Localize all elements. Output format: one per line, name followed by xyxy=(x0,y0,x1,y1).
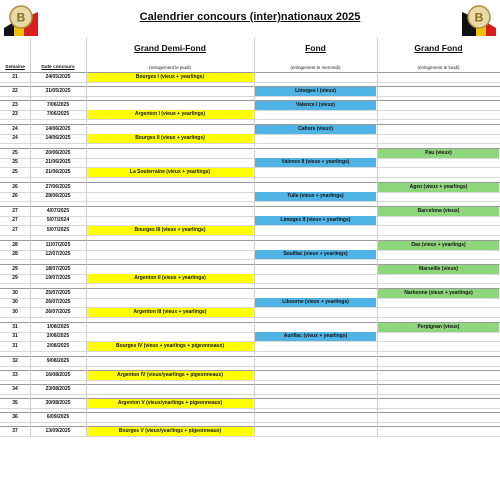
week-cell: 37 xyxy=(12,428,18,434)
table-row xyxy=(0,384,500,395)
date-cell: 14/06/2025 xyxy=(45,126,71,132)
header-semaine: Semaine xyxy=(5,65,25,70)
week-cell: 28 xyxy=(12,242,18,248)
date-cell: 26/07/2025 xyxy=(45,299,71,305)
table-row xyxy=(0,356,500,367)
table-row xyxy=(0,342,500,352)
race-cell-fond: Valence II (vieux + yearlings) xyxy=(255,158,376,167)
table-row xyxy=(0,158,500,168)
date-cell: 18/07/2025 xyxy=(45,266,71,272)
week-cell: 28 xyxy=(12,251,18,257)
date-cell: 2/08/2025 xyxy=(46,343,70,349)
race-cell-gdf: Bourges V (vieux/yearlings + pigeonneaux) xyxy=(87,427,253,436)
race-cell-gdf: Bourges III (vieux + yearlings) xyxy=(87,226,253,235)
race-cell-gf: Marseille (vieux) xyxy=(378,265,499,274)
header-grand-demi-fond: Grand Demi-Fond xyxy=(134,43,206,53)
table-row xyxy=(0,216,500,226)
race-cell-gf: Agen (vieux + yearlings) xyxy=(378,183,499,192)
table-row xyxy=(0,370,500,381)
column-divider xyxy=(254,38,255,436)
table-row xyxy=(0,426,500,437)
date-cell: 31/05/2025 xyxy=(45,88,71,94)
table-row xyxy=(0,168,500,178)
week-cell: 21 xyxy=(12,74,18,80)
date-cell: 16/08/2025 xyxy=(45,372,71,378)
week-cell: 23 xyxy=(12,102,18,108)
week-cell: 25 xyxy=(12,150,18,156)
week-cell: 23 xyxy=(12,111,18,117)
date-cell: 9/08/2025 xyxy=(46,358,70,364)
subheader-grand-demi-fond: (enlogement le jeudi) xyxy=(148,65,192,70)
week-cell: 35 xyxy=(12,400,18,406)
week-cell: 22 xyxy=(12,88,18,94)
date-cell: 28/06/2025 xyxy=(45,193,71,199)
svg-text:B: B xyxy=(474,10,484,25)
week-cell: 25 xyxy=(12,169,18,175)
table-row xyxy=(0,226,500,236)
race-cell-gdf: Bourges II (vieux + yearlings) xyxy=(87,134,253,143)
race-cell-fond: Limoges I (vieux) xyxy=(255,87,376,96)
race-cell-fond: Valence I (vieux) xyxy=(255,101,376,110)
week-cell: 30 xyxy=(12,290,18,296)
week-cell: 30 xyxy=(12,309,18,315)
header-fond: Fond xyxy=(305,43,326,53)
date-cell: 7/06/2025 xyxy=(46,102,70,108)
table-row xyxy=(0,250,500,260)
race-cell-fond: Aurillac (vieux + yearlings) xyxy=(255,332,376,341)
race-cell-gf: Pau (vieux) xyxy=(378,149,499,158)
date-cell: 11/07/2025 xyxy=(45,242,71,248)
race-cell-gdf: Argenton IV (vieux/yearlings + pigeonneaux) xyxy=(87,371,253,380)
table-row xyxy=(0,308,500,318)
table-row xyxy=(0,274,500,284)
race-cell-fond: Libourne (vieux + yearlings) xyxy=(255,298,376,307)
date-cell: 7/06/2025 xyxy=(46,111,70,117)
date-cell: 25/07/2025 xyxy=(45,290,71,296)
date-cell: 5/07/2025 xyxy=(46,227,70,233)
week-cell: 27 xyxy=(12,227,18,233)
date-cell: 6/09/2025 xyxy=(46,414,70,420)
race-cell-gf: Narbonne (vieux + yearlings) xyxy=(378,289,499,298)
date-cell: 19/07/2025 xyxy=(45,275,71,281)
table-row xyxy=(0,192,500,202)
race-cell-fond: Cahors (vieux) xyxy=(255,125,376,134)
race-cell-gdf: Bourges I (vieux + yearlings) xyxy=(87,73,253,82)
week-cell: 34 xyxy=(12,386,18,392)
column-divider xyxy=(30,38,31,436)
date-cell: 21/06/2025 xyxy=(45,159,71,165)
week-cell: 32 xyxy=(12,358,18,364)
column-divider xyxy=(377,38,378,436)
week-cell: 31 xyxy=(12,333,18,339)
date-cell: 21/06/2025 xyxy=(45,169,71,175)
date-cell: 4/07/2025 xyxy=(46,208,70,214)
table-row xyxy=(0,398,500,409)
race-cell-gf: Perpignan (vieux) xyxy=(378,323,499,332)
table-row xyxy=(0,72,500,83)
race-cell-gdf: Argenton V (vieux/yearlings + pigeonneaux) xyxy=(87,399,253,408)
table-row xyxy=(0,332,500,342)
header-grand-fond: Grand Fond xyxy=(414,43,463,53)
date-cell: 1/08/2025 xyxy=(46,324,70,330)
week-cell: 24 xyxy=(12,135,18,141)
week-cell: 26 xyxy=(12,193,18,199)
race-cell-gdf: Bourges IV (vieux + yearlings + pigeonneaux) xyxy=(87,342,253,351)
week-cell: 29 xyxy=(12,266,18,272)
date-cell: 5/07/2024 xyxy=(46,217,70,223)
date-cell: 30/08/2025 xyxy=(45,400,71,406)
race-cell-gdf: Argenton III (vieux + yearlings) xyxy=(87,308,253,317)
table-row xyxy=(0,412,500,423)
week-cell: 24 xyxy=(12,126,18,132)
date-cell: 26/07/2025 xyxy=(45,309,71,315)
subheader-grand-fond: (enlogement le lundi) xyxy=(417,65,460,70)
race-cell-fond: Tulle (vieux + yearlings) xyxy=(255,192,376,201)
svg-text:B: B xyxy=(16,10,26,25)
week-cell: 26 xyxy=(12,184,18,190)
table-row xyxy=(0,134,500,144)
table-row xyxy=(0,298,500,308)
race-cell-gdf: Argenton I (vieux + yearlings) xyxy=(87,110,253,119)
race-cell-gf: Barcelona (vieux) xyxy=(378,207,499,216)
race-cell-gdf: La Souterraine (vieux + yearlings) xyxy=(87,168,253,177)
subheader-fond: (enlogement le mercredi) xyxy=(290,65,341,70)
week-cell: 27 xyxy=(12,217,18,223)
date-cell: 14/06/2025 xyxy=(45,135,71,141)
week-cell: 30 xyxy=(12,299,18,305)
week-cell: 31 xyxy=(12,343,18,349)
week-cell: 27 xyxy=(12,208,18,214)
date-cell: 2/08/2025 xyxy=(46,333,70,339)
date-cell: 24/05/2025 xyxy=(45,74,71,80)
race-cell-gdf: Argenton II (vieux + yearlings) xyxy=(87,274,253,283)
week-cell: 25 xyxy=(12,159,18,165)
date-cell: 13/09/2025 xyxy=(45,428,71,434)
date-cell: 27/06/2025 xyxy=(45,184,71,190)
table-row xyxy=(0,110,500,120)
race-cell-fond: Limoges II (vieux + yearlings) xyxy=(255,216,376,225)
race-cell-fond: Souillac (vieux + yearlings) xyxy=(255,250,376,259)
page-title: Calendrier concours (inter)nationaux 2025 xyxy=(139,11,361,23)
date-cell: 12/07/2025 xyxy=(45,251,71,257)
week-cell: 36 xyxy=(12,414,18,420)
table-row xyxy=(0,86,500,97)
column-divider xyxy=(86,38,87,436)
race-cell-gf: Dax (vieux + yearlings) xyxy=(378,241,499,250)
week-cell: 31 xyxy=(12,324,18,330)
date-cell: 23/08/2025 xyxy=(45,386,71,392)
date-cell: 20/06/2025 xyxy=(45,150,71,156)
week-cell: 33 xyxy=(12,372,18,378)
week-cell: 29 xyxy=(12,275,18,281)
header-date: Date concours xyxy=(41,65,75,70)
